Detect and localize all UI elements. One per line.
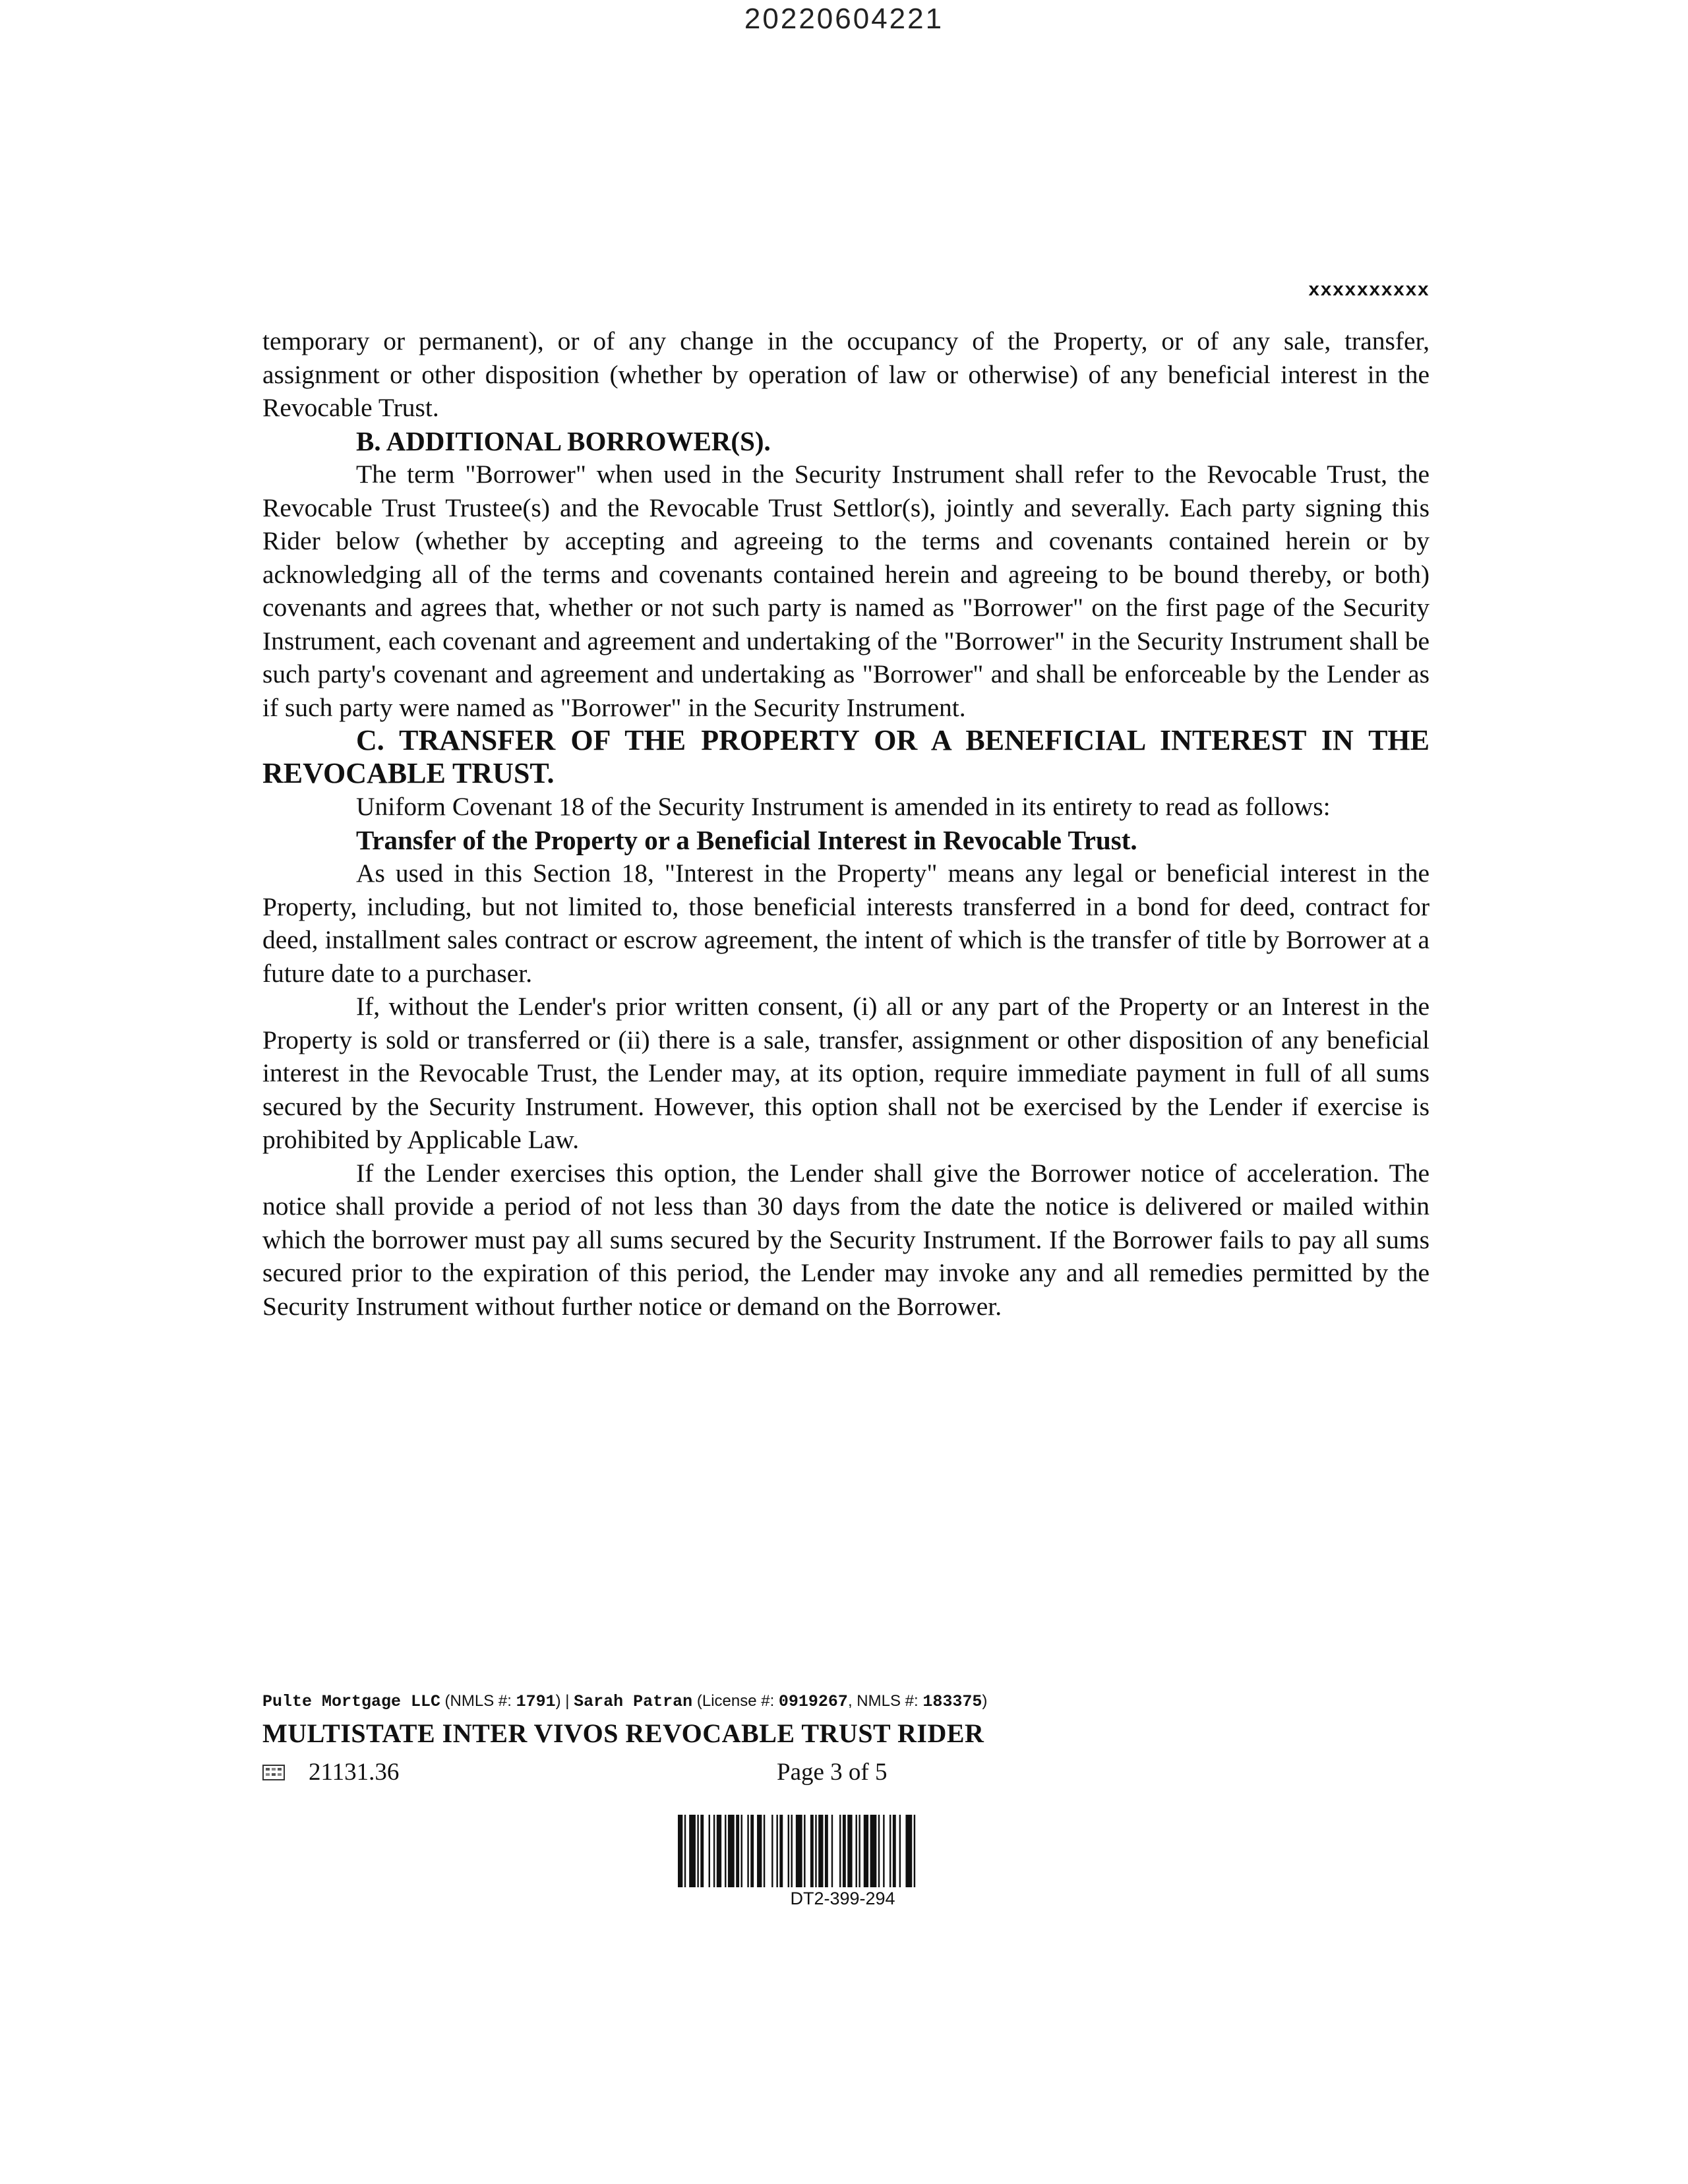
barcode-bar <box>796 1815 802 1887</box>
barcode-bar <box>709 1815 710 1887</box>
lender-name: Pulte Mortgage LLC <box>262 1692 441 1711</box>
paragraph-interest-definition: As used in this Section 18, "Interest in the Property" means any legal or beneficial interest in the Property, including, but not limited to, those beneficial interests transferred in a bond for deed, contract for deed, installment sales contract or escrow agreement, the intent of which is the transfer of title by Borrower at a future date to a purchaser. <box>262 859 1430 988</box>
barcode-bar <box>839 1815 841 1887</box>
heading-additional-borrowers: B. ADDITIONAL BORROWER(S). <box>356 425 771 456</box>
paragraph-uniform-covenant: Uniform Covenant 18 of the Security Instrument is amended in its entirety to read as follows: <box>356 792 1331 821</box>
barcode-bar <box>764 1815 765 1887</box>
barcode-bar <box>689 1815 696 1887</box>
lender-info-close: ) <box>982 1692 988 1710</box>
license-number: 0919267 <box>778 1692 848 1711</box>
barcode-bar <box>870 1815 877 1887</box>
form-number: 21131.36 <box>309 1759 400 1786</box>
barcode-bar <box>914 1815 915 1887</box>
document-footer <box>262 1691 1317 1791</box>
form-logo-icon <box>262 1765 285 1780</box>
barcode-bar <box>684 1815 686 1887</box>
barcode-bar <box>713 1815 715 1887</box>
barcode-bar <box>788 1815 789 1887</box>
barcode-bar <box>818 1815 823 1887</box>
loan-officer-name: Sarah Patran <box>574 1692 693 1711</box>
barcode-bar <box>889 1815 891 1887</box>
barcode-bar <box>859 1815 860 1887</box>
barcode-bar <box>843 1815 846 1887</box>
barcode-bar <box>678 1815 682 1887</box>
paragraph-continued: temporary or permanent), or of any change in the occupancy of the Property, or of any sale, transfer, assignment or other disposition (whether by operation of law or otherwise) of any beneficial interest in the Revocable Trust. <box>262 326 1430 422</box>
barcode-bar <box>776 1815 777 1887</box>
form-info-row <box>262 1758 1317 1791</box>
barcode-bar <box>750 1815 754 1887</box>
barcode-bar <box>747 1815 748 1887</box>
page-number: Page 3 of 5 <box>777 1759 888 1786</box>
barcode <box>678 1815 1008 1887</box>
barcode-bar <box>856 1815 857 1887</box>
paragraph-acceleration: If the Lender exercises this option, the Lender shall give the Borrower notice of acceleration. The notice shall provide a period of not less than 30 days from the date the notice is delivered or mailed within which the borrower must pay all sums secured by the Security Instrument. If the Borrower fails to pay all sums secured prior to the expiration of this period, the Lender may invoke any and all remedies permitted by the Security Instrument without further notice or demand on the Borrower. <box>262 1158 1430 1321</box>
barcode-bar <box>831 1815 833 1887</box>
lender-separator: ) | <box>555 1692 574 1710</box>
lender-nmls: 1791 <box>516 1692 556 1711</box>
officer-nmls: 183375 <box>922 1692 982 1711</box>
masked-loan-id: xxxxxxxxxx <box>1308 280 1430 301</box>
paragraph-lender-consent: If, without the Lender's prior written consent, (i) all or any part of the Property or an Interest in the Property is sold or transferred or (ii) there is a sale, transfer, assignment or other disposition of any beneficial interest in the Revocable Trust, the Lender may, at its option, require immediate payment in full of all sums secured by the Security Instrument. However, this option shall not be exercised by the Lender if exercise is prohibited by Applicable Law. <box>262 992 1430 1154</box>
barcode-bar <box>883 1815 884 1887</box>
barcode-bar <box>899 1815 901 1887</box>
barcode-block <box>678 1815 1008 1909</box>
lender-nmls-label: (NMLS #: <box>444 1692 516 1710</box>
document-number: 20220604221 <box>744 3 944 35</box>
barcode-bar <box>725 1815 726 1887</box>
barcode-label: DT2-399-294 <box>790 1889 895 1908</box>
form-title: MULTISTATE INTER VIVOS REVOCABLE TRUST RIDER <box>262 1718 984 1748</box>
barcode-bar <box>757 1815 762 1887</box>
barcode-bar <box>771 1815 773 1887</box>
barcode-bar <box>847 1815 852 1887</box>
barcode-bar <box>779 1815 783 1887</box>
barcode-bar <box>717 1815 721 1887</box>
barcode-bar <box>864 1815 868 1887</box>
heading-transfer-of-property: C. TRANSFER OF THE PROPERTY OR A BENEFICIAL INTEREST IN THE REVOCABLE TRUST. <box>262 724 1430 789</box>
heading-transfer-beneficial-interest: Transfer of the Property or a Beneficial Interest in Revocable Trust. <box>356 824 1137 855</box>
barcode-bar <box>697 1815 698 1887</box>
paragraph-additional-borrowers: The term "Borrower" when used in the Security Instrument shall refer to the Revocable Trust, the Revocable Trust Trustee(s) and the Revocable Trust Settlor(s), jointly and severally. Each party signing this Rider below (whether by accepting and agreeing to the terms and covenants contained herein or by acknowledging all of the terms and covenants contained herein and agreeing to be bound thereby, or both) covenants and agrees that, whether or not such party is named as "Borrower" on the first page of the Security Instrument, each covenant and agreement and undertaking of the "Borrower" in the Security Instrument shall be such party's covenant and agreement and undertaking as "Borrower" and shall be enforceable by the Lender as if such party were named as "Borrower" in the Security Instrument. <box>262 460 1430 722</box>
license-label: (License #: <box>692 1692 779 1710</box>
barcode-bar <box>893 1815 896 1887</box>
barcode-bar <box>804 1815 805 1887</box>
officer-nmls-label: , NMLS #: <box>847 1692 923 1710</box>
barcode-bar <box>791 1815 793 1887</box>
document-body <box>262 324 1430 1323</box>
lender-info <box>262 1691 1317 1711</box>
barcode-bar <box>815 1815 816 1887</box>
barcode-bar <box>728 1815 735 1887</box>
barcode-bar <box>736 1815 739 1887</box>
barcode-bar <box>878 1815 880 1887</box>
barcode-bar <box>825 1815 828 1887</box>
barcode-bar <box>905 1815 912 1887</box>
barcode-bar <box>700 1815 704 1887</box>
barcode-bar <box>810 1815 814 1887</box>
barcode-bar <box>741 1815 742 1887</box>
